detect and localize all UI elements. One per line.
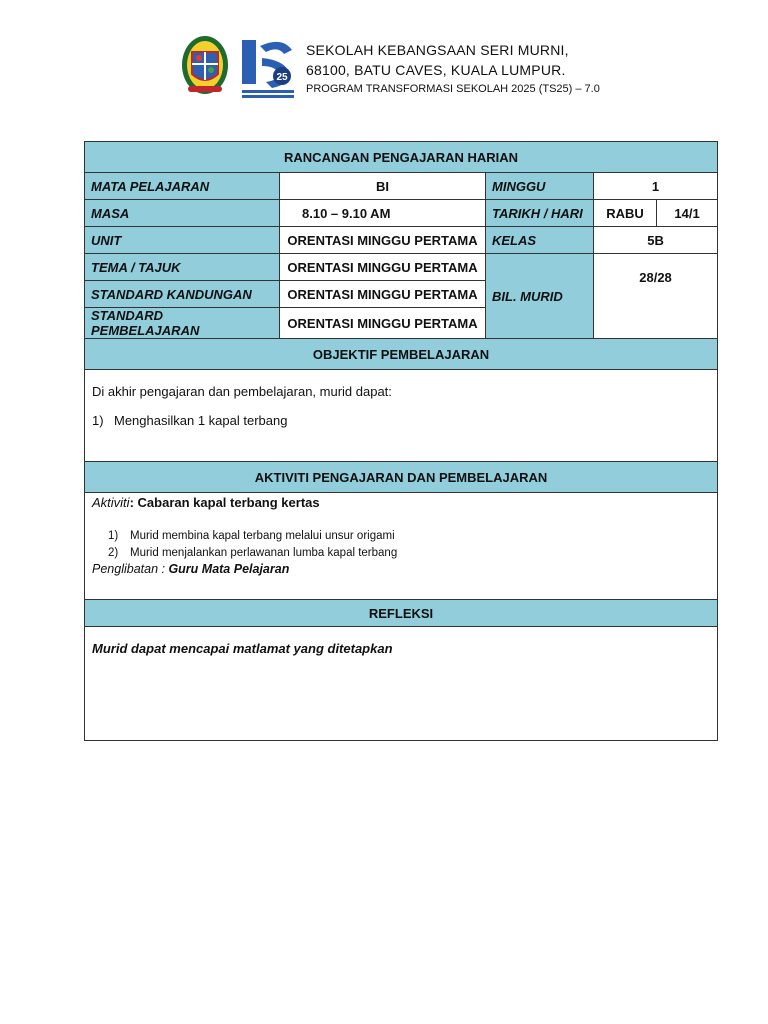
aktiviti-title-line [92,495,710,510]
tema-value: ORENTASI MINGGU PERTAMA [280,254,486,281]
objektif-item [92,413,710,428]
row-mata-pelajaran [85,173,718,200]
penglibatan-label: Penglibatan : [92,562,169,576]
list-item-text: Murid menjalankan perlawanan lumba kapal terbang [130,547,398,559]
standard-pembelajaran-label: STANDARD PEMBELAJARAN [85,308,280,339]
aktiviti-body [85,493,718,600]
ts25-logo-number: 25 [276,72,288,83]
aktiviti-title: Cabaran kapal terbang kertas [137,495,320,510]
list-item [92,545,710,562]
ts25-logo [240,36,296,100]
aktiviti-list [92,528,710,562]
unit-value: ORENTASI MINGGU PERTAMA [280,227,486,254]
list-item-number: 2) [108,547,119,559]
school-address: 68100, BATU CAVES, KUALA LUMPUR. [306,62,566,78]
document-header [178,34,618,104]
aktiviti-body-row [85,493,718,600]
school-name: SEKOLAH KEBANGSAAN SERI MURNI, [306,42,569,58]
standard-pembelajaran-value: ORENTASI MINGGU PERTAMA [280,308,486,339]
row-tema [85,254,718,281]
school-crest-logo [180,34,230,100]
objektif-body-row [85,370,718,462]
penglibatan-line [92,562,710,576]
hari-value: RABU [594,200,657,227]
list-item-number: 1) [108,530,119,542]
title-row [85,142,718,173]
objektif-item-text: Menghasilkan 1 kapal terbang [114,413,288,428]
mata-pelajaran-label: MATA PELAJARAN [85,173,280,200]
unit-label: UNIT [85,227,280,254]
aktiviti-heading-row [85,462,718,493]
aktiviti-heading: AKTIVITI PENGAJARAN DAN PEMBELAJARAN [85,462,718,493]
list-item [92,528,710,545]
table-title: RANCANGAN PENGAJARAN HARIAN [85,142,718,173]
refleksi-text: Murid dapat mencapai matlamat yang ditetapkan [85,627,718,741]
mata-pelajaran-value: BI [280,173,486,200]
refleksi-body-row [85,627,718,741]
tema-label: TEMA / TAJUK [85,254,280,281]
tarikh-label: TARIKH / HARI [486,200,594,227]
school-info [306,40,600,98]
bil-murid-label: BIL. MURID [486,254,594,339]
kelas-label: KELAS [486,227,594,254]
masa-label: MASA [85,200,280,227]
list-item-text: Murid membina kapal terbang melalui unsur origami [130,530,395,542]
penglibatan-value: Guru Mata Pelajaran [168,562,290,576]
refleksi-heading: REFLEKSI [85,600,718,627]
row-unit [85,227,718,254]
lesson-plan-table [84,141,718,741]
objektif-item-number: 1) [92,413,104,428]
row-masa [85,200,718,227]
objektif-intro: Di akhir pengajaran dan pembelajaran, murid dapat: [92,384,392,399]
minggu-value: 1 [594,173,718,200]
tarikh-value: 14/1 [657,200,718,227]
program-name: PROGRAM TRANSFORMASI SEKOLAH 2025 (TS25) – 7.0 [306,83,600,95]
masa-value: 8.10 – 9.10 AM [280,200,486,227]
kelas-value: 5B [594,227,718,254]
bil-murid-value: 28/28 [594,254,718,339]
minggu-label: MINGGU [486,173,594,200]
standard-kandungan-label: STANDARD KANDUNGAN [85,281,280,308]
standard-kandungan-value: ORENTASI MINGGU PERTAMA [280,281,486,308]
objektif-heading-row [85,339,718,370]
refleksi-heading-row [85,600,718,627]
objektif-heading: OBJEKTIF PEMBELAJARAN [85,339,718,370]
aktiviti-label: Aktiviti [92,495,130,510]
objektif-body [85,370,718,462]
aktiviti-colon: : [129,495,134,510]
